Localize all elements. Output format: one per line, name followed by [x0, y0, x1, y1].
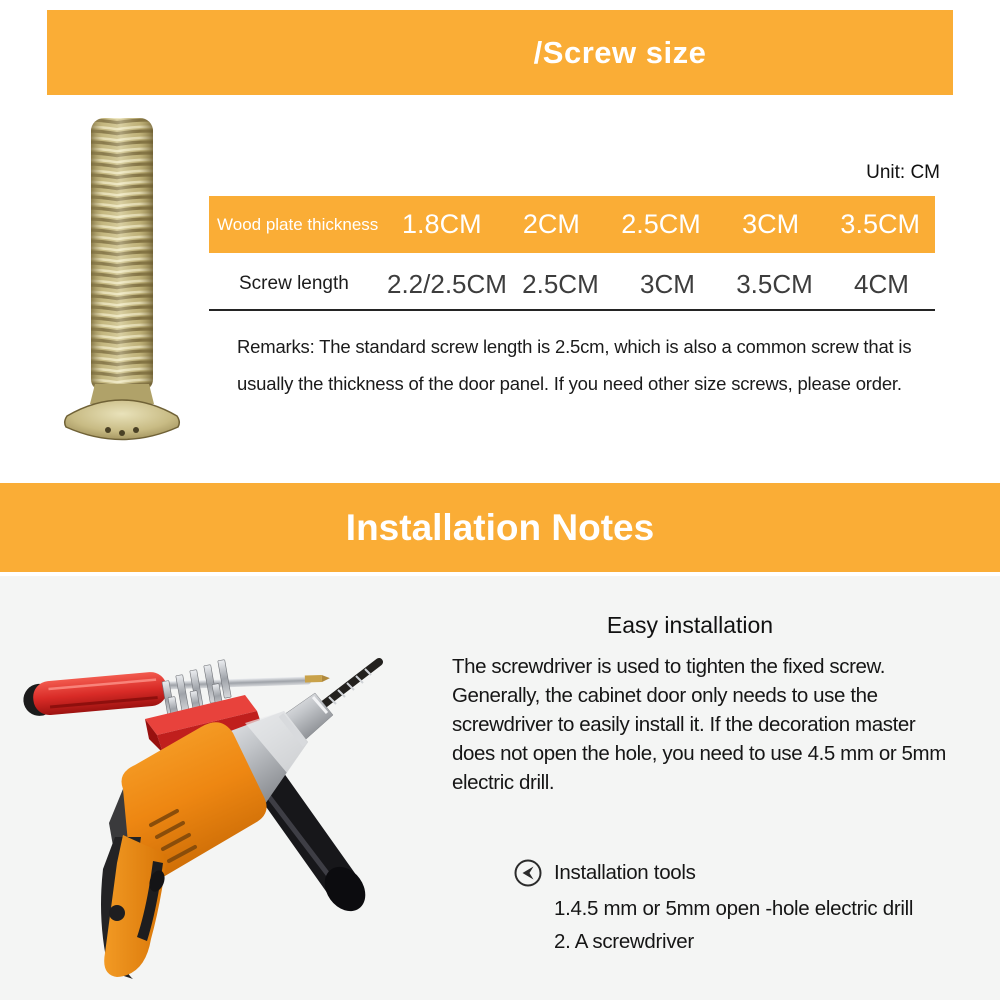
- easy-installation-heading: Easy installation: [606, 612, 774, 638]
- installation-body-text: The screwdriver is used to tighten the fixed screw. Generally, the cabinet door only needs to use the screwdriver to easily install it. If the decoration master does not open the hole, you need to use 4.5 mm or 5mm electric drill.: [452, 655, 946, 794]
- drill-bit: [323, 662, 379, 705]
- row-value: 2.2/2.5CM: [387, 268, 507, 299]
- screw-size-banner-title: /Screw size: [533, 34, 707, 70]
- screw-photo: [55, 112, 190, 450]
- cursor-arrow-circle-icon: [513, 858, 543, 888]
- installation-tools-title: Installation tools: [554, 861, 696, 884]
- header-value: 2CM: [522, 209, 580, 239]
- screw-size-banner: [47, 10, 953, 95]
- header-value: 3CM: [742, 209, 800, 239]
- table-data-row: [209, 259, 935, 311]
- header-value: 1.8CM: [402, 209, 482, 239]
- remarks-text: Remarks: The standard screw length is 2.5cm, which is also a common screw that is usually the thickness of the door panel. If you need other size screws, please order.: [237, 336, 912, 394]
- row-value: 4CM: [854, 268, 909, 299]
- installation-notes-title: Installation Notes: [345, 506, 655, 548]
- header-value: 2.5CM: [621, 209, 701, 239]
- tools-photo: [5, 623, 460, 995]
- row-value: 3.5CM: [736, 268, 813, 299]
- row-label: Screw length: [239, 273, 349, 294]
- installation-tools-block: [513, 858, 973, 958]
- row-value: 3CM: [640, 268, 695, 299]
- header-value: 3.5CM: [840, 209, 920, 239]
- tools-list-item: 2. A screwdriver: [554, 930, 694, 953]
- header-label: Wood plate thickness: [217, 214, 379, 234]
- installation-notes-banner: [0, 483, 1000, 572]
- screw-size-table: [209, 196, 935, 311]
- table-header-row: [209, 196, 935, 253]
- unit-label: Unit: CM: [866, 162, 940, 183]
- row-value: 2.5CM: [522, 268, 599, 299]
- tools-list-item: 1.4.5 mm or 5mm open -hole electric drill: [554, 897, 914, 920]
